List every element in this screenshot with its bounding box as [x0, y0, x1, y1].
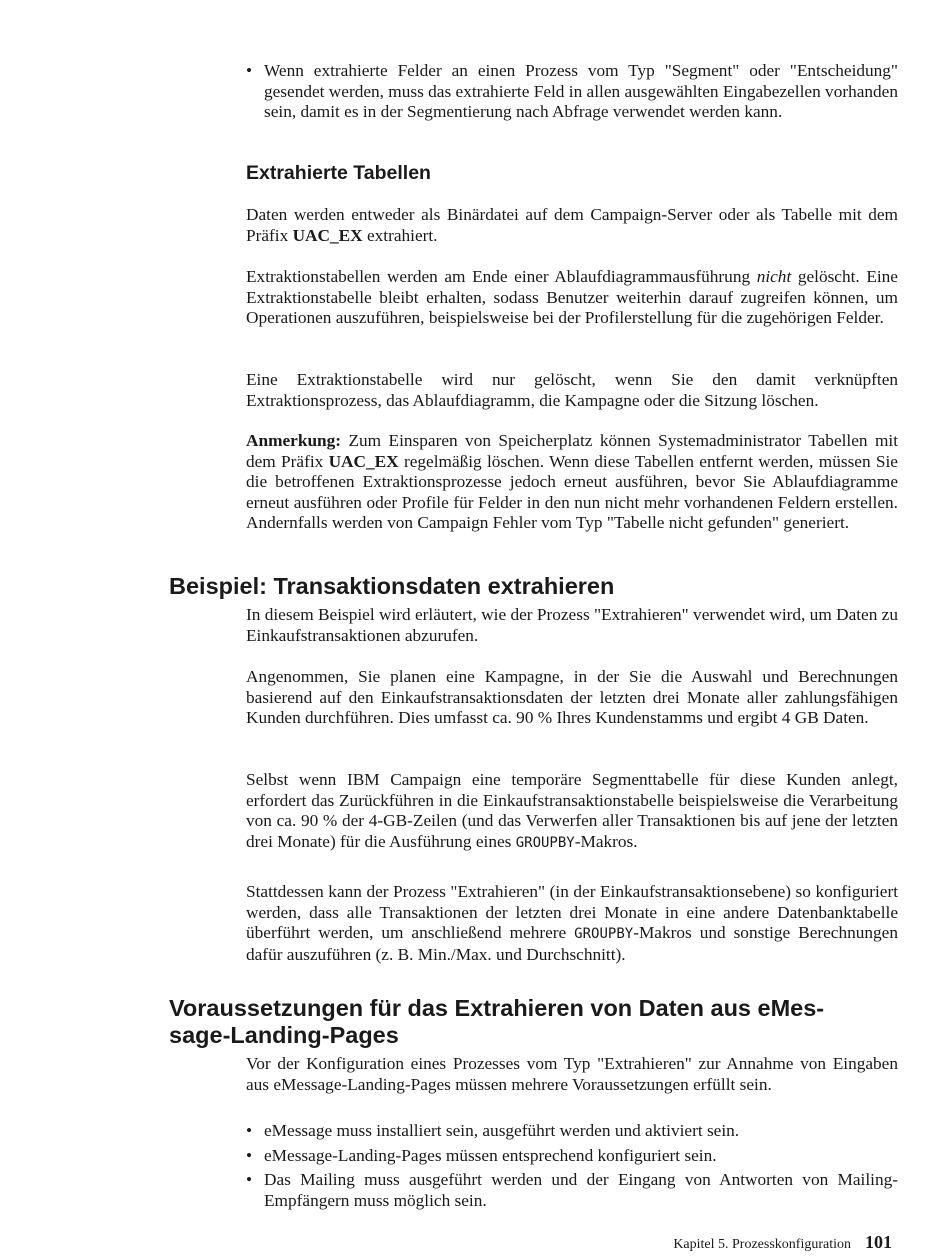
text: gelöscht. Eine Extraktionstabelle bleibt erhalten, sodass Benutzer weiterhin darauf zugreifen können, um Operationen auszuführen, beispielsweise bei der Profilerstellung für die zugehörigen Felder. — [246, 267, 898, 328]
note-label: Anmerkung: — [246, 431, 342, 450]
heading-line: sage-Landing-Pages — [169, 1022, 399, 1048]
bullet-icon: • — [246, 1121, 253, 1140]
text: extrahiert. — [362, 225, 438, 245]
emphasis: nicht — [756, 267, 792, 286]
bullet-text: Wenn extrahierte Felder an einen Prozess vom Typ "Segment" oder "Entscheidung" gesendet werden, muss das extrahierte Feld in allen ausgewählten Eingabezellen vorhanden sein, damit es in der Segmentierung nach Abfrage verwendet werden kann. — [264, 61, 898, 122]
text: Daten werden entweder als Binärdatei auf dem Campaign-Server oder als Tabelle mit dem Präfix — [246, 205, 898, 245]
bullet-text: eMessage-Landing-Pages müssen entsprechend konfiguriert sein. — [264, 1145, 717, 1165]
paragraph — [246, 605, 898, 646]
paragraph — [246, 882, 898, 965]
text: Zum Einsparen von Speicherplatz können Systemadministrator Tabellen mit dem Präfix — [246, 431, 898, 471]
page-number: 101 — [865, 1232, 892, 1252]
bullet-text: eMessage muss installiert sein, ausgeführt werden und aktiviert sein. — [264, 1121, 740, 1140]
paragraph — [246, 1054, 898, 1095]
note — [246, 431, 898, 534]
paragraph — [246, 667, 898, 729]
list-item — [246, 1121, 898, 1142]
chapter-title: Kapitel 5. Prozesskonfiguration — [673, 1237, 851, 1252]
text: Extraktionstabellen werden am Ende einer Ablaufdiagrammausführung — [246, 267, 757, 286]
paragraph — [246, 267, 898, 329]
text: -Makros und sonstige Berechnungen dafür auszuführen (z. B. Min./Max. und Durchschnitt). — [246, 923, 898, 964]
text: Selbst wenn IBM Campaign eine temporäre Segmenttabelle für diese Kunden anlegt, erfordert das Zurückführen in die Einkaufstransaktionstabelle beispielsweise die Verarbeitung von ca. 90 % der 4-GB-Zeilen (und das Verwerfen aller Transaktionen bis auf jene der letzten drei Monate) für die Ausführung eines — [246, 770, 898, 851]
bullet-text: Das Mailing muss ausgeführt werden und der Eingang von Antworten von Mailing-Empfängern muss möglich sein. — [264, 1170, 898, 1210]
list-item — [246, 1170, 898, 1211]
prerequisite-list — [246, 1121, 898, 1211]
code-macro: GROUPBY — [574, 926, 634, 943]
list-item — [246, 1146, 898, 1167]
bullet-icon: • — [246, 61, 253, 80]
text: Stattdessen kann der Prozess "Extrahieren" (in der Einkaufstransaktionsebene) so konfiguriert werden, dass alle Transaktionen der letzten drei Monate in eine andere Datenbanktabelle überführt werden, um anschließend mehrere — [246, 882, 898, 943]
paragraph — [246, 205, 898, 246]
section-heading-prerequisites — [169, 995, 899, 1049]
section-heading-example: Beispiel: Transaktionsdaten extrahieren — [169, 573, 615, 599]
text: In diesem Beispiel wird erläutert, wie der Prozess "Extrahieren" verwendet wird, um Daten zu Einkaufstransaktionen abzurufen. — [246, 605, 898, 645]
table-prefix: UAC_EX — [292, 225, 363, 245]
table-prefix: UAC_EX — [328, 451, 399, 471]
text: -Makros. — [574, 831, 638, 851]
text: Angenommen, Sie planen eine Kampagne, in der Sie die Auswahl und Berechnungen basierend auf den Einkaufstransaktionsdaten der letzten drei Monate aller zahlungsfähigen Kunden durchführen. Dies umfasst ca. 90 % Ihres Kundenstamms und ergibt 4 GB Daten. — [246, 667, 898, 728]
bullet-icon: • — [246, 1170, 253, 1190]
section-heading-extracted-tables: Extrahierte Tabellen — [246, 162, 431, 184]
paragraph — [246, 770, 898, 853]
heading-line: Voraussetzungen für das Extrahieren von Daten aus eMes- — [169, 995, 825, 1021]
text: regelmäßig löschen. Wenn diese Tabellen entfernt werden, müssen Sie die betroffenen Extraktionsprozesse jedoch erneut ausführen, bevor Sie Ablaufdiagramme erneut ausführen oder Profile für Felder in den nun nicht mehr vorhandenen Feldern erstellen. Andernfalls werden von Campaign Fehler vom Typ "Tabelle nicht gefunden" generiert. — [246, 451, 898, 533]
paragraph — [246, 370, 898, 411]
code-macro: GROUPBY — [515, 834, 575, 851]
bullet-icon: • — [246, 1145, 253, 1165]
page-footer — [673, 1233, 892, 1254]
text: Eine Extraktionstabelle wird nur gelöscht, wenn Sie den damit verknüpften Extraktionsprozess, das Ablaufdiagramm, die Kampagne oder die Sitzung löschen. — [246, 370, 898, 410]
list-item — [246, 61, 898, 123]
top-bullet-list — [246, 61, 898, 123]
text: Vor der Konfiguration eines Prozesses vom Typ "Extrahieren" zur Annahme von Eingaben aus eMessage-Landing-Pages müssen mehrere Voraussetzungen erfüllt sein. — [246, 1054, 898, 1094]
